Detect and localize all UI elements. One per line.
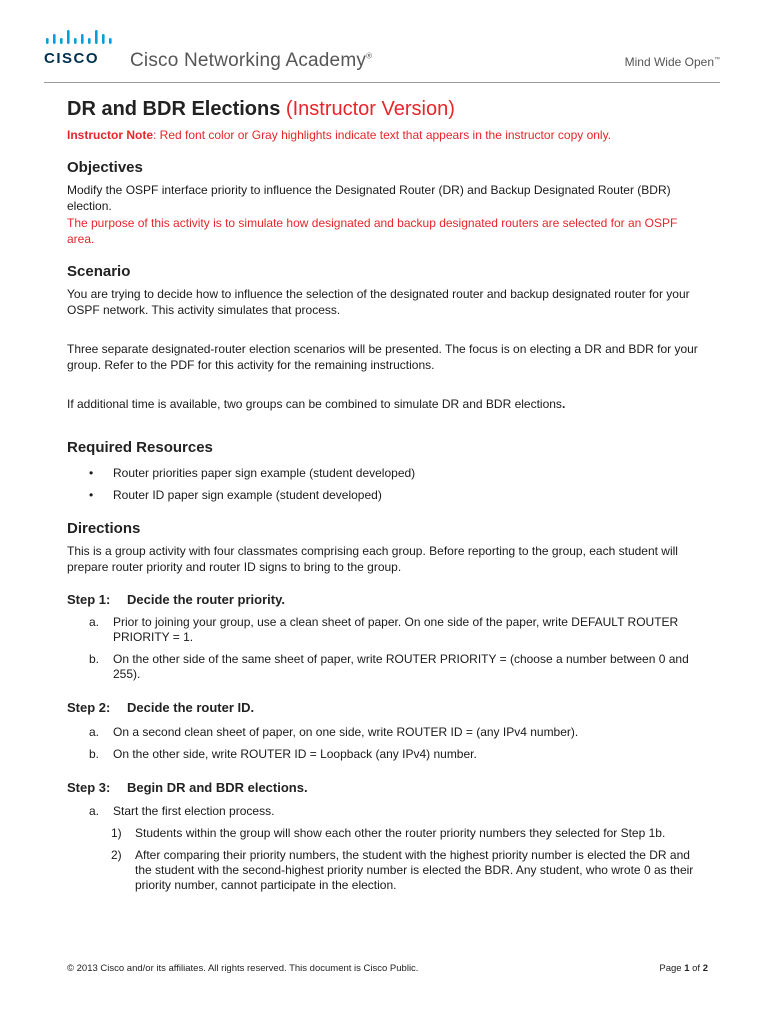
item-text: Start the first election process. [113, 804, 275, 818]
list-item [67, 466, 707, 481]
step-title: Decide the router ID. [127, 700, 255, 715]
objectives-instructor-text: The purpose of this activity is to simulate how designated and backup designated routers are selected for an OSPF area. [67, 216, 678, 246]
step-number: Step 3: [67, 780, 111, 795]
directions-section [67, 519, 707, 575]
list-item [67, 747, 707, 762]
item-text: On the other side, write ROUTER ID = Loopback (any IPv4) number. [113, 747, 477, 761]
scenario-section [67, 262, 707, 413]
objectives-text: Modify the OSPF interface priority to influence the Designated Router (DR) and Backup Designated Router (BDR) election. [67, 183, 671, 213]
item-marker: a. [89, 725, 100, 739]
instructor-note-label: Instructor Note [67, 128, 154, 142]
page-label: Page [659, 963, 685, 974]
tagline-text: Mind Wide Open [624, 55, 714, 69]
list-item [67, 725, 707, 740]
academy-name: Cisco Networking Academy [130, 50, 367, 71]
scenario-paragraph-1: You are trying to decide how to influence the selection of the designated router and backup designated router for your OSPF network. This activity simulates that process. [67, 287, 690, 317]
page-of: of [689, 963, 703, 974]
resource-item-text: Router ID paper sign example (student developed) [113, 488, 382, 502]
instructor-note [67, 128, 707, 143]
tagline [625, 55, 720, 69]
bullet-icon: • [89, 466, 94, 480]
list-item [67, 826, 707, 841]
objectives-section [67, 158, 707, 247]
list-item [67, 804, 707, 819]
item-marker: b. [89, 652, 100, 666]
bullet-icon: • [89, 488, 94, 502]
step-3-list [67, 804, 707, 819]
copyright-text: © 2013 Cisco and/or its affiliates. All rights reserved. This document is Cisco Public. [67, 963, 419, 974]
header-divider [44, 82, 720, 83]
page-footer [67, 963, 708, 974]
item-marker: a. [89, 615, 100, 629]
scenario-paragraph-3-text: If additional time is available, two groups can be combined to simulate DR and BDR elections [67, 397, 562, 411]
item-marker: a. [89, 804, 100, 818]
directions-text: This is a group activity with four classmates comprising each group. Before reporting to the group, each student will prepare router priority and router ID signs to bring to the group. [67, 544, 678, 574]
trademark-mark: ™ [714, 57, 720, 63]
page-number [659, 963, 708, 974]
title-main: DR and BDR Elections [67, 98, 281, 120]
step-heading [67, 591, 707, 608]
academy-title [130, 50, 372, 72]
item-text: Prior to joining your group, use a clean sheet of paper. On one side of the paper, write DEFAULT ROUTER PRIORITY = 1. [113, 615, 679, 644]
list-item [67, 848, 707, 893]
page-header [0, 0, 768, 84]
step-1 [67, 591, 707, 689]
scenario-paragraph-3-period: . [561, 397, 566, 411]
item-text: On the other side of the same sheet of paper, write ROUTER PRIORITY = (choose a number between 0 and 255). [113, 652, 689, 681]
step-number: Step 1: [67, 592, 111, 607]
resources-heading: Required Resources [67, 439, 213, 456]
resources-list [67, 466, 707, 503]
scenario-paragraph-2: Three separate designated-router election scenarios will be presented. The focus is on electing a DR and BDR for your group. Refer to the PDF for this activity for the remaining instructions. [67, 342, 698, 372]
registered-mark: ® [366, 51, 373, 61]
scenario-heading: Scenario [67, 263, 131, 280]
title-version: (Instructor Version) [285, 98, 455, 120]
step-3 [67, 779, 707, 900]
step-title: Decide the router priority. [127, 592, 285, 607]
document-body [67, 96, 707, 892]
resources-section [67, 438, 707, 510]
cisco-wordmark: CISCO [44, 50, 100, 67]
item-text: On a second clean sheet of paper, on one side, write ROUTER ID = (any IPv4 number). [113, 725, 579, 739]
step-heading [67, 779, 707, 796]
item-marker: 2) [111, 848, 122, 862]
step-3-sublist [67, 826, 707, 893]
page-current: 1 [684, 963, 690, 974]
item-text: Students within the group will show each other the router priority numbers they selected for Step 1b. [135, 826, 666, 840]
step-1-list [67, 615, 707, 682]
page-total: 2 [702, 963, 708, 974]
step-number: Step 2: [67, 700, 111, 715]
step-heading [67, 699, 707, 716]
resource-item-text: Router priorities paper sign example (student developed) [113, 466, 416, 480]
item-marker: b. [89, 747, 100, 761]
cisco-bridge-icon [44, 30, 114, 46]
item-marker: 1) [111, 826, 122, 840]
list-item [67, 652, 707, 682]
step-title: Begin DR and BDR elections. [127, 780, 308, 795]
instructor-note-text: : Red font color or Gray highlights indicate text that appears in the instructor copy only. [153, 128, 612, 142]
step-2-list [67, 725, 707, 762]
objectives-heading: Objectives [67, 159, 143, 176]
cisco-logo [44, 30, 116, 70]
directions-heading: Directions [67, 520, 141, 537]
document-title [67, 96, 707, 122]
step-2 [67, 699, 707, 769]
item-text: After comparing their priority numbers, the student with the highest priority number is elected the DR and the student with the second-highest priority number is elected the BDR. Any student, who wrote 0 as their priority number, cannot participate in the election. [135, 848, 694, 892]
list-item [67, 488, 707, 503]
scenario-paragraph-3 [67, 397, 707, 413]
list-item [67, 615, 707, 645]
